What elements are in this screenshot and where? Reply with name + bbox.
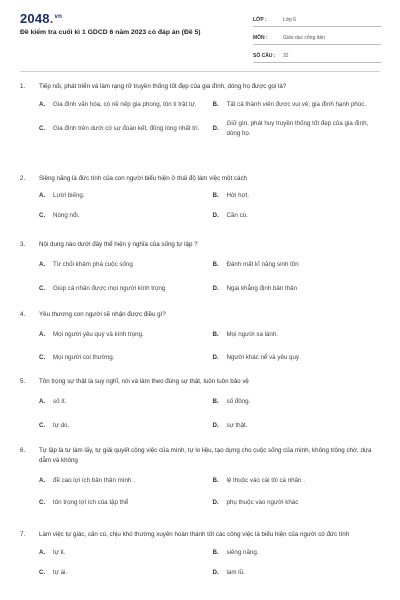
option-text: Người khác nể và yêu quý.	[226, 354, 301, 361]
option-text: Giữ gìn, phát huy truyền thống tốt đẹp của gia đình, dòng họ.	[226, 120, 369, 137]
option-b[interactable]	[213, 548, 383, 558]
question-text: Yêu thương con người sẽ nhận được điều gì?	[39, 311, 166, 318]
option-a[interactable]	[39, 548, 209, 558]
option-text: Lười biếng.	[53, 192, 85, 199]
option-text: lệ thuộc vào cái tôi cá nhân .	[226, 477, 305, 484]
option-c[interactable]	[39, 568, 209, 578]
option-letter: B.	[212, 549, 219, 556]
page-title: Đề kiểm tra cuối kì 1 GDCD 6 năm 2023 có đáp án (Đề 5)	[20, 29, 201, 36]
option-a[interactable]	[39, 100, 209, 110]
option-letter: D.	[212, 354, 219, 361]
option-letter: A.	[39, 398, 46, 405]
option-c[interactable]	[39, 284, 209, 294]
option-text: Cần cù.	[226, 212, 248, 219]
option-text: lam lũ.	[226, 569, 245, 576]
option-letter: B.	[212, 331, 219, 338]
option-letter: A.	[39, 331, 46, 338]
question-number: 6.	[20, 447, 26, 454]
option-letter: C.	[39, 125, 46, 132]
option-text: đề cao lợi ích bản thân mình .	[53, 477, 135, 484]
option-letter: C.	[39, 212, 46, 219]
option-text: Hời hợt.	[226, 192, 250, 199]
option-c[interactable]	[39, 353, 209, 363]
question-number: 1.	[20, 83, 26, 90]
option-letter: B.	[212, 261, 219, 268]
logo-suffix: vn	[54, 13, 62, 20]
meta-key: SỐ CÂU :	[253, 52, 276, 59]
question-text: Tự lập là tự làm lấy, tự giải quyết công việc của mình, tự lo liệu, tạo dựng cho cuộc sống của mình, không trông chờ, dựa dẫm và không	[39, 447, 372, 464]
option-text: Mọi người coi thường.	[53, 354, 115, 361]
option-letter: C.	[39, 569, 46, 576]
option-letter: D.	[212, 125, 219, 132]
option-letter: C.	[39, 499, 46, 506]
option-letter: D.	[212, 499, 219, 506]
option-b[interactable]	[213, 330, 383, 340]
meta-row-class	[253, 13, 381, 27]
option-letter: A.	[39, 101, 46, 108]
meta-key: LỚP :	[253, 16, 267, 23]
question-number: 5.	[20, 378, 26, 385]
option-text: Mọi người xa lánh.	[226, 331, 279, 338]
exam-meta	[253, 13, 381, 67]
question-5	[20, 377, 382, 431]
option-b[interactable]	[213, 191, 383, 201]
question-number: 3.	[20, 241, 26, 248]
option-b[interactable]	[213, 100, 383, 110]
option-letter: D.	[212, 569, 219, 576]
question-4	[20, 310, 382, 363]
meta-key: MÔN :	[253, 34, 268, 41]
header-divider	[20, 71, 380, 72]
option-a[interactable]	[39, 330, 209, 340]
question-number: 7.	[20, 531, 26, 538]
option-text: Gia đình trên dưới có sự đoàn kết, đồng lòng nhất trí.	[53, 125, 200, 132]
option-letter: A.	[39, 549, 46, 556]
option-text: tự do.	[53, 422, 70, 429]
option-letter: B.	[212, 101, 219, 108]
option-text: tôn trọng lợi ích của tập thể	[53, 499, 129, 506]
option-d[interactable]	[213, 498, 383, 508]
option-letter: C.	[39, 354, 46, 361]
option-a[interactable]	[39, 476, 209, 486]
option-d[interactable]	[213, 421, 383, 431]
option-b[interactable]	[213, 260, 383, 270]
option-c[interactable]	[39, 421, 209, 431]
option-text: phụ thuộc vào người khác	[226, 499, 299, 506]
option-c[interactable]	[39, 498, 209, 508]
option-d[interactable]	[213, 353, 383, 363]
option-text: tự ái.	[53, 569, 68, 576]
question-text: Nội dung nào dưới đây thể hiện ý nghĩa của sống tự lập ?	[39, 241, 198, 248]
option-text: Nóng nổi.	[53, 212, 80, 219]
question-text: Tôn trọng sự thật là suy nghĩ, nói và làm theo đúng sự thật, luôn luôn bảo vệ	[39, 378, 249, 385]
option-text: Mọi người yêu quý và kính trọng.	[53, 331, 144, 338]
option-d[interactable]	[213, 119, 383, 139]
question-3	[20, 240, 382, 294]
option-text: số đông.	[226, 398, 251, 405]
option-letter: B.	[212, 192, 219, 199]
option-text: Ngại khẳng định bản thân	[226, 285, 298, 292]
option-letter: D.	[212, 422, 219, 429]
meta-row-count	[253, 49, 381, 63]
option-text: Đánh mất kĩ năng sinh tồn	[226, 261, 299, 268]
option-letter: D.	[212, 212, 219, 219]
option-text: sự thật.	[226, 422, 248, 429]
meta-row-subject	[253, 31, 381, 45]
option-a[interactable]	[39, 191, 209, 201]
meta-value: 32	[283, 52, 289, 59]
exam-header	[0, 0, 400, 66]
option-letter: A.	[39, 477, 46, 484]
option-d[interactable]	[213, 284, 383, 294]
option-text: siêng năng.	[226, 549, 259, 556]
option-letter: C.	[39, 422, 46, 429]
option-letter: B.	[212, 477, 219, 484]
option-text: tự ti.	[53, 549, 66, 556]
question-7	[20, 530, 382, 578]
question-2	[20, 174, 382, 221]
logo-text: 2048	[20, 11, 50, 26]
question-number: 4.	[20, 311, 26, 318]
question-text: Siêng năng là đức tính của con người biểu hiện ở thái độ làm việc một cách	[39, 175, 247, 182]
option-letter: B.	[212, 398, 219, 405]
question-1	[20, 82, 382, 139]
question-text: Tiếp nối, phát triển và làm rạng rỡ truyền thống tốt đẹp của gia đình, dòng họ được gọi là?	[39, 83, 287, 90]
question-text: Làm việc tự giác, cần cù, chịu khó thường xuyên hoàn thành tốt các công việc là biểu hiện của người có đức tính	[39, 531, 350, 538]
option-b[interactable]	[213, 476, 383, 486]
option-letter: A.	[39, 261, 46, 268]
meta-value: Giáo dục công dân	[283, 34, 325, 41]
option-c[interactable]	[39, 119, 209, 139]
option-text: Từ chối khám phá cuộc sống	[53, 261, 133, 268]
question-number: 2.	[20, 175, 26, 182]
option-text: Tất cả thành viên được vui vẻ, gia đình hạnh phúc.	[226, 101, 367, 108]
option-text: Giúp cá nhân được mọi người kính trọng	[53, 285, 166, 292]
option-d[interactable]	[213, 568, 383, 578]
option-letter: A.	[39, 192, 46, 199]
question-6	[20, 446, 382, 508]
option-text: số ít.	[53, 398, 67, 405]
option-b[interactable]	[213, 397, 383, 407]
option-letter: C.	[39, 285, 46, 292]
meta-value: Lớp 6	[283, 16, 297, 23]
site-logo[interactable]	[20, 11, 62, 26]
logo-dot: .	[49, 11, 54, 26]
option-a[interactable]	[39, 260, 209, 270]
option-text: Gia đình văn hóa, có nề nếp gia phong, tôn ti trật tự.	[53, 101, 197, 108]
option-d[interactable]	[213, 211, 383, 221]
option-a[interactable]	[39, 397, 209, 407]
option-letter: D.	[212, 285, 219, 292]
option-c[interactable]	[39, 211, 209, 221]
